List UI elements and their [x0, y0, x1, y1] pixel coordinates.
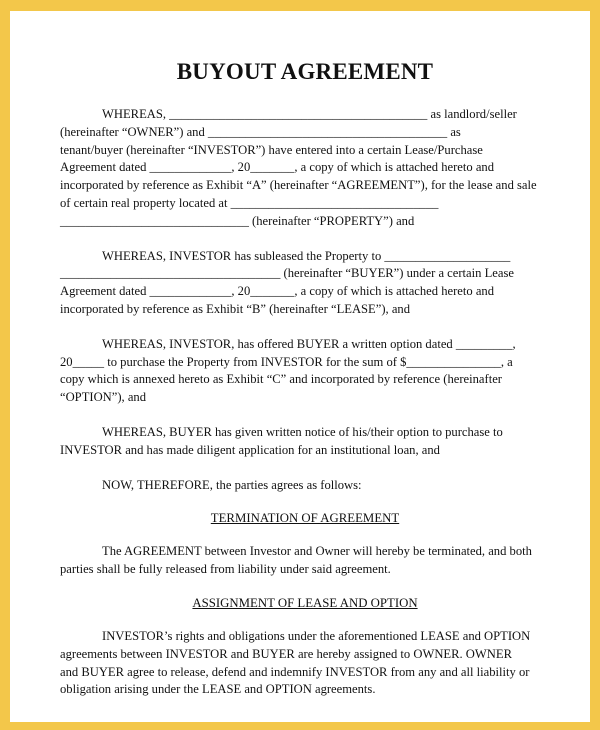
whereas-paragraph-4 [60, 424, 550, 460]
text-line: incorporated by reference as Exhibit “A” (hereinafter “AGREEMENT”), for the lease and sale [60, 178, 537, 193]
text-line: WHEREAS, BUYER has given written notice of his/their option to purchase to [102, 424, 503, 439]
whereas-paragraph-2 [60, 248, 550, 319]
text-line: (hereinafter “OWNER”) and ______________________________________ as [60, 124, 461, 139]
text-line: WHEREAS, _________________________________________ as landlord/seller [102, 107, 517, 121]
text-line: Agreement dated _____________, 20_______, a copy of which is attached hereto and [60, 160, 495, 175]
section-heading-termination: TERMINATION OF AGREEMENT [210, 511, 400, 526]
text-line: WHEREAS, INVESTOR, has offered BUYER a written option dated _________, [102, 336, 516, 351]
termination-paragraph [60, 543, 550, 579]
text-line: ___________________________________ (hereinafter “BUYER”) under a certain Lease [60, 266, 514, 281]
text-line: “OPTION”), and [60, 390, 147, 405]
text-line: parties shall be fully released from liability under said agreement. [60, 562, 391, 577]
whereas-paragraph-3 [60, 336, 550, 407]
text-line: WHEREAS, INVESTOR has subleased the Property to ____________________ [102, 248, 511, 263]
document-page [10, 11, 590, 722]
text-line: obligation arising under the LEASE and OPTION agreements. [60, 682, 376, 697]
text-line: ______________________________ (hereinafter “PROPERTY”) and [60, 213, 415, 228]
text-line: incorporated by reference as Exhibit “B” (hereinafter “LEASE”), and [60, 301, 411, 316]
section-heading-assignment: ASSIGNMENT OF LEASE AND OPTION [192, 595, 418, 610]
text-line: Agreement dated _____________, 20_______, a copy of which is attached hereto and [60, 284, 495, 299]
text-line: 20_____ to purchase the Property from INVESTOR for the sum of $_______________, a [60, 354, 513, 369]
assignment-paragraph [60, 628, 550, 699]
text-line: INVESTOR and has made diligent application for an institutional loan, and [60, 442, 440, 457]
text-line: tenant/buyer (hereinafter “INVESTOR”) have entered into a certain Lease/Purchase [60, 142, 483, 157]
text-line: copy which is annexed hereto as Exhibit “C” and incorporated by reference (hereinafter [60, 372, 502, 387]
text-line: INVESTOR’s rights and obligations under the aforementioned LEASE and OPTION [102, 628, 531, 643]
whereas-paragraph-1 [60, 106, 550, 231]
text-line: The AGREEMENT between Investor and Owner will hereby be terminated, and both [102, 544, 532, 559]
text-line: NOW, THEREFORE, the parties agrees as follows: [102, 477, 362, 492]
now-therefore-paragraph [60, 477, 550, 495]
text-line: agreements between INVESTOR and BUYER are hereby assigned to OWNER. OWNER [60, 646, 512, 661]
text-line: and BUYER agree to release, defend and indemnify INVESTOR from any and all liability or [60, 664, 530, 679]
document-title: BUYOUT AGREEMENT [176, 59, 434, 84]
text-line: of certain real property located at _________________________________ [60, 195, 439, 210]
